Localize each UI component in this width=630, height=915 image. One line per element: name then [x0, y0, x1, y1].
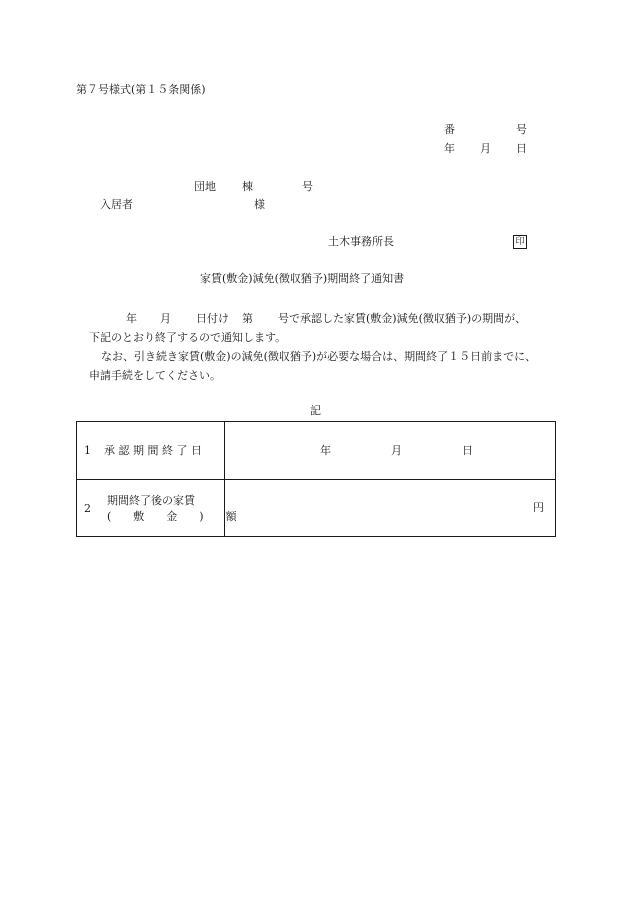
body-line1-text: 号で承認した家賃(敷金)減免(徴収猶予)の期間が、	[278, 312, 527, 325]
addressee-go: 号	[302, 180, 313, 193]
seal-mark: 印	[513, 235, 527, 249]
table-row	[77, 480, 556, 537]
doc-number-go: 号	[516, 123, 527, 136]
form-number: 第７号様式(第１５条関係)	[76, 83, 206, 96]
body-line3: なお、引き続き家賃(敷金)の減免(徴収猶予)が必要な場合は、期間終了１５日前までに、	[101, 350, 537, 363]
row2-unit: 円	[533, 501, 544, 514]
row1-day: 日	[462, 444, 473, 457]
value-cell	[225, 422, 556, 480]
ki-heading: 記	[310, 404, 321, 417]
body-line4: 申請手続をしてください。	[89, 369, 221, 382]
body-year: 年	[126, 312, 137, 325]
row2-label-line2: ( 敷 金 ) 額	[107, 510, 237, 523]
value-cell	[225, 480, 556, 537]
label-cell	[77, 422, 225, 480]
row2-label-line1: 期間終了後の家賃	[107, 494, 195, 507]
row1-number: 1	[84, 444, 91, 457]
doc-number-ban: 番	[444, 123, 455, 136]
row1-label: 承 認 期 間 終 了 日	[104, 444, 202, 457]
body-line2: 下記のとおり終了するので通知します。	[89, 331, 287, 344]
addressee-tou: 棟	[242, 180, 253, 193]
document-title: 家賃(敷金)減免(徴収猶予)期間終了通知書	[200, 272, 405, 285]
record-table	[76, 421, 556, 537]
row1-year: 年	[320, 444, 331, 457]
issuer-title: 土木事務所長	[328, 235, 394, 248]
addressee-danchi: 団地	[194, 180, 216, 193]
row2-number: 2	[84, 502, 91, 515]
label-cell	[77, 480, 237, 537]
resident-label: 入居者	[100, 198, 133, 211]
body-date-suffix: 日付け	[196, 312, 229, 325]
table-row	[77, 422, 556, 480]
date-year: 年	[444, 142, 455, 155]
row1-month: 月	[391, 444, 402, 457]
addressee-sama: 様	[254, 198, 265, 211]
date-month: 月	[480, 142, 491, 155]
body-month: 月	[160, 312, 171, 325]
date-day: 日	[516, 142, 527, 155]
body-dai: 第	[242, 312, 253, 325]
